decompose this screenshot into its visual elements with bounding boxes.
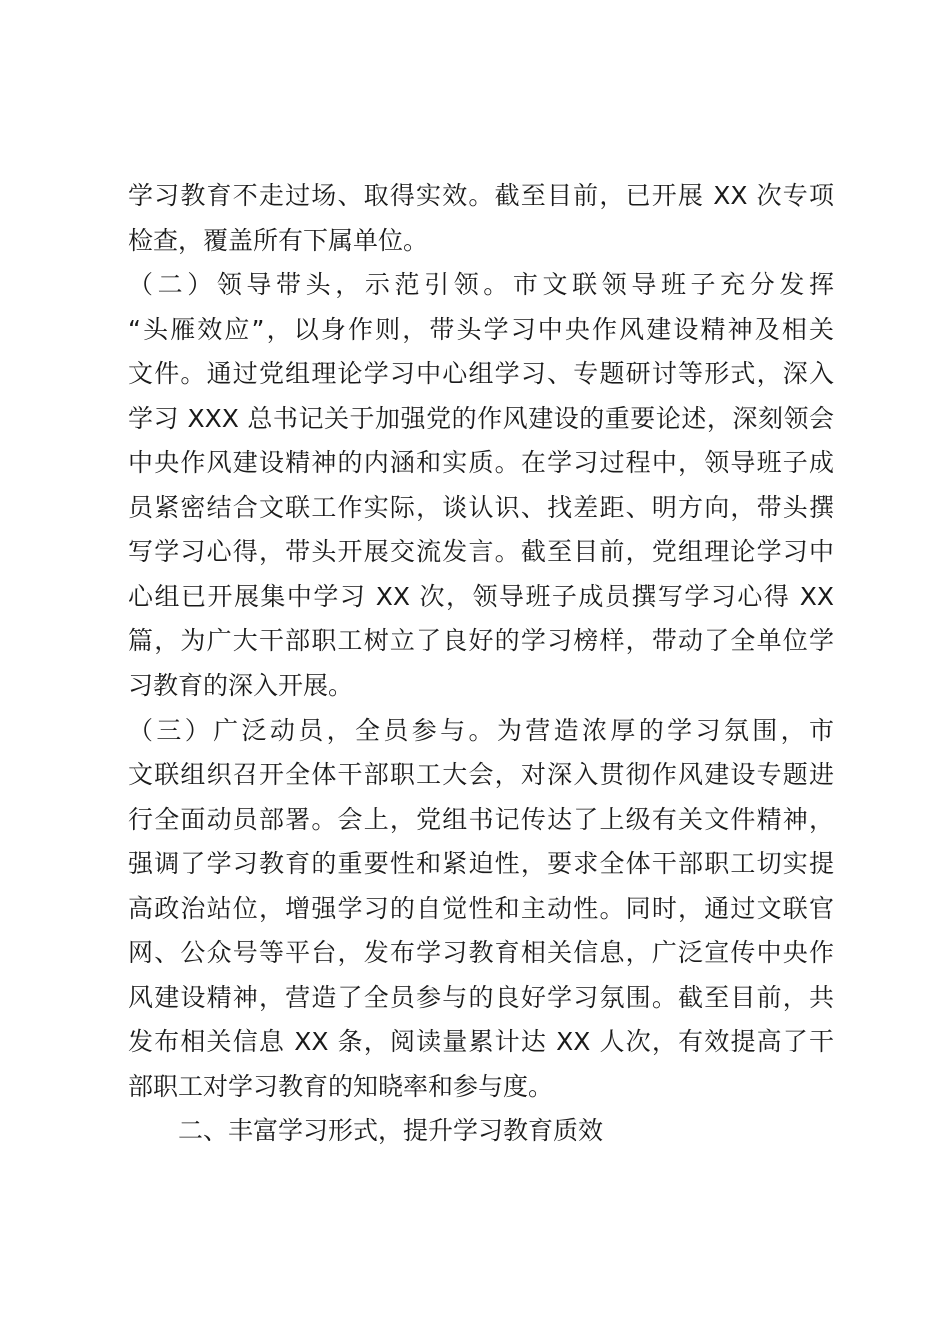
text-line: 习教育的深入开展。 bbox=[128, 671, 354, 701]
text-line: 学习 XXX 总书记关于加强党的作风建设的重要论述，深刻领会 bbox=[128, 403, 834, 433]
text-line: 检查，覆盖所有下属单位。 bbox=[128, 225, 429, 255]
text-line: 中央作风建设精神的内涵和实质。在学习过程中，领导班子成 bbox=[128, 448, 834, 478]
text-line: 部职工对学习教育的知晓率和参与度。 bbox=[128, 1071, 554, 1101]
text-line: 风建设精神，营造了全员参与的良好学习氛围。截至目前，共 bbox=[128, 982, 834, 1012]
text-line: 心组已开展集中学习 XX 次，领导班子成员撰写学习心得 XX bbox=[128, 581, 834, 611]
section-heading: 二、丰富学习形式，提升学习教育质效 bbox=[178, 1116, 604, 1146]
text-line: 文联组织召开全体干部职工大会，对深入贯彻作风建设专题进 bbox=[128, 760, 834, 790]
text-line: “头雁效应”，以身作则，带头学习中央作风建设精神及相关 bbox=[128, 314, 834, 344]
text-line: 行全面动员部署。会上，党组书记传达了上级有关文件精神， bbox=[128, 804, 834, 834]
text-line: 篇，为广大干部职工树立了良好的学习榜样，带动了全单位学 bbox=[128, 626, 834, 656]
text-line: 强调了学习教育的重要性和紧迫性，要求全体干部职工切实提 bbox=[128, 849, 834, 879]
text-line: 员紧密结合文联工作实际，谈认识、找差距、明方向，带头撰 bbox=[128, 492, 834, 522]
text-line: 高政治站位，增强学习的自觉性和主动性。同时，通过文联官 bbox=[128, 893, 834, 923]
text-line: 发布相关信息 XX 条，阅读量累计达 XX 人次，有效提高了干 bbox=[128, 1027, 834, 1057]
text-line: 学习教育不走过场、取得实效。截至目前，已开展 XX 次专项 bbox=[128, 181, 834, 210]
document-body bbox=[128, 174, 834, 1154]
text-line: 文件。通过党组理论学习中心组学习、专题研讨等形式，深入 bbox=[128, 359, 834, 389]
text-line: 写学习心得，带头开展交流发言。截至目前，党组理论学习中 bbox=[128, 537, 834, 567]
text-line: 网、公众号等平台，发布学习教育相关信息，广泛宣传中央作 bbox=[128, 938, 834, 968]
text-line: （三）广泛动员，全员参与。为营造浓厚的学习氛围，市 bbox=[128, 715, 834, 745]
text-line: （二）领导带头，示范引领。市文联领导班子充分发挥 bbox=[128, 270, 834, 300]
